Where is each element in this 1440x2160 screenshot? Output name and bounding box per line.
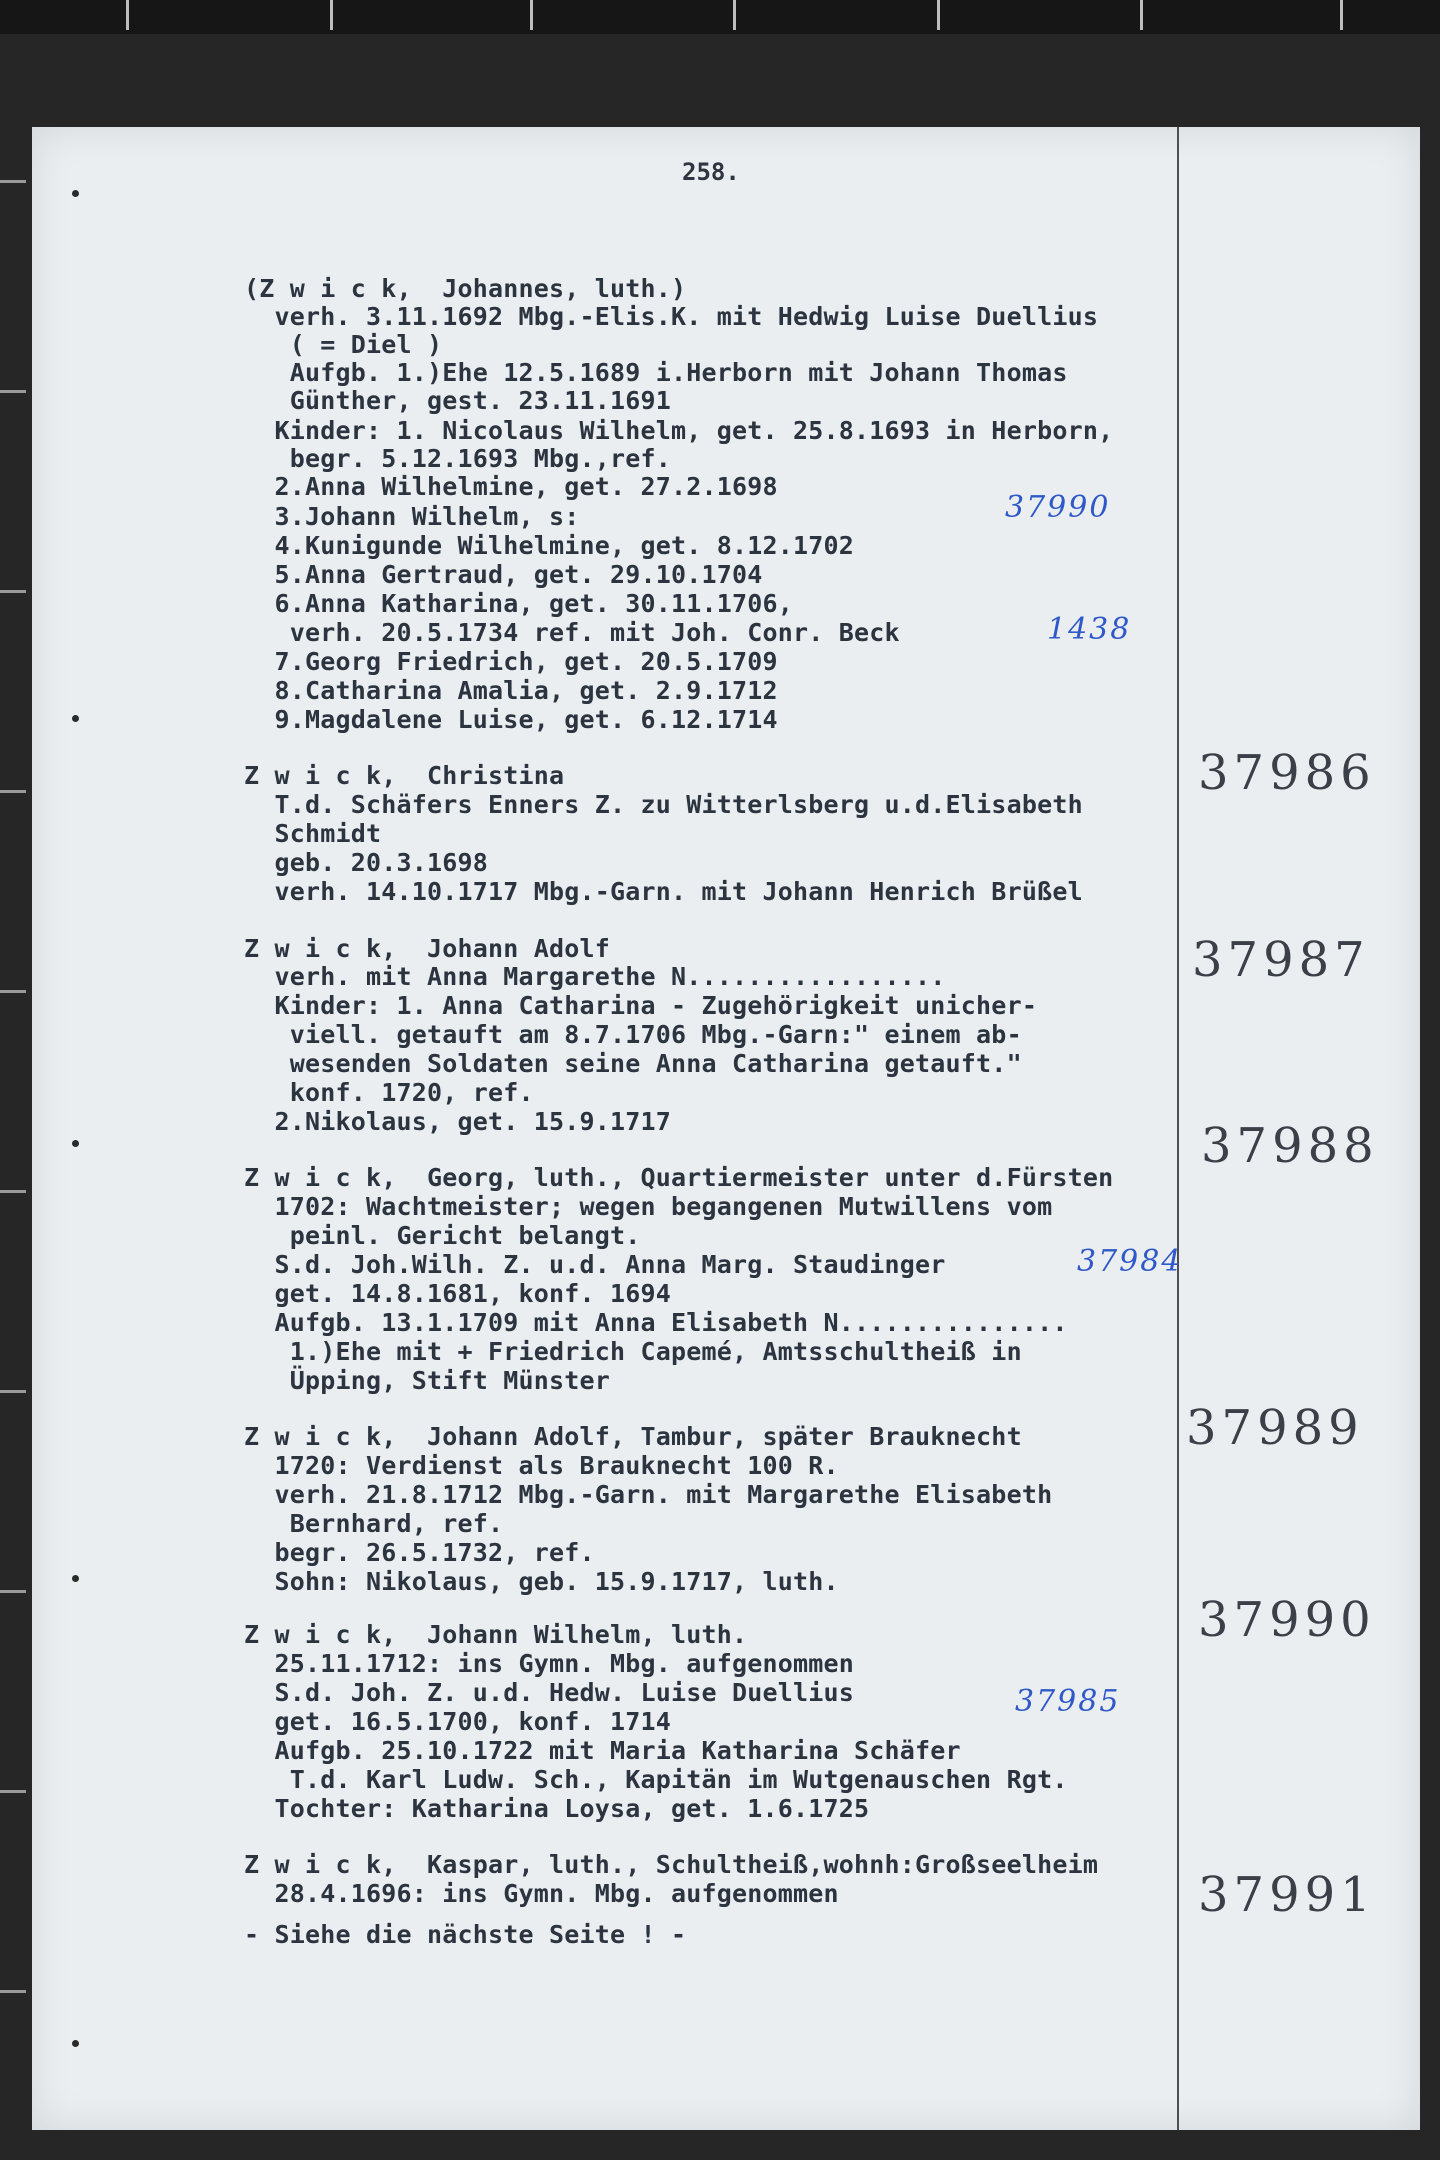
text-line: Sohn: Nikolaus, geb. 15.9.1717, luth. xyxy=(244,1567,839,1596)
text-line: Kinder: 1. Anna Catharina - Zugehörigkeit unicher- xyxy=(244,991,1038,1020)
text-line: 2.Nikolaus, get. 15.9.1717 xyxy=(244,1107,672,1136)
text-line: Aufgb. 25.10.1722 mit Maria Katharina Schäfer xyxy=(244,1736,961,1765)
text-line: (Z w i c k, Johannes, luth.) xyxy=(244,274,687,303)
text-line: verh. 14.10.1717 Mbg.-Garn. mit Johann Henrich Brüßel xyxy=(244,877,1083,906)
text-line: 28.4.1696: ins Gymn. Mbg. aufgenommen xyxy=(244,1879,839,1908)
text-line: Z w i c k, Christina xyxy=(244,761,565,790)
text-line: Bernhard, ref. xyxy=(244,1509,504,1538)
entry-number: 37990 xyxy=(1198,1592,1376,1648)
text-line: 1702: Wachtmeister; wegen begangenen Mutwillens vom xyxy=(244,1192,1053,1221)
text-line: 25.11.1712: ins Gymn. Mbg. aufgenommen xyxy=(244,1649,855,1678)
text-line: 1.)Ehe mit + Friedrich Capemé, Amtsschultheiß in xyxy=(244,1337,1022,1366)
text-line: T.d. Schäfers Enners Z. zu Witterlsberg u.d.Elisabeth xyxy=(244,790,1083,819)
text-line: get. 14.8.1681, konf. 1694 xyxy=(244,1279,672,1308)
text-line: Z w i c k, Johann Adolf, Tambur, später Brauknecht xyxy=(244,1422,1022,1451)
text-line: verh. 3.11.1692 Mbg.-Elis.K. mit Hedwig Luise Duellius xyxy=(244,302,1099,331)
text-line: - Siehe die nächste Seite ! - xyxy=(244,1920,687,1949)
text-line: viell. getauft am 8.7.1706 Mbg.-Garn:" einem ab- xyxy=(244,1020,1022,1049)
text-line: ( = Diel ) xyxy=(244,330,443,359)
text-line: begr. 26.5.1732, ref. xyxy=(244,1538,595,1567)
text-line: Z w i c k, Kaspar, luth., Schultheiß,wohnh:Großseelheim xyxy=(244,1850,1099,1879)
handwritten-note: 1438 xyxy=(1047,612,1132,647)
text-line: begr. 5.12.1693 Mbg.,ref. xyxy=(244,444,672,473)
text-line: geb. 20.3.1698 xyxy=(244,848,489,877)
text-line: 4.Kunigunde Wilhelmine, get. 8.12.1702 xyxy=(244,531,855,560)
text-line: 9.Magdalene Luise, get. 6.12.1714 xyxy=(244,705,778,734)
text-line: 6.Anna Katharina, get. 30.11.1706, xyxy=(244,589,794,618)
text-line: get. 16.5.1700, konf. 1714 xyxy=(244,1707,672,1736)
text-line: konf. 1720, ref. xyxy=(244,1078,534,1107)
text-line: S.d. Joh.Wilh. Z. u.d. Anna Marg. Staudinger xyxy=(244,1250,946,1279)
text-line: verh. 20.5.1734 ref. mit Joh. Conr. Beck xyxy=(244,618,900,647)
handwritten-note: 37984 xyxy=(1077,1244,1183,1279)
text-line: Kinder: 1. Nicolaus Wilhelm, get. 25.8.1693 in Herborn, xyxy=(244,416,1114,445)
handwritten-note: 37985 xyxy=(1015,1684,1121,1719)
text-line: wesenden Soldaten seine Anna Catharina getauft." xyxy=(244,1049,1022,1078)
entry-number: 37986 xyxy=(1198,745,1376,801)
text-line: T.d. Karl Ludw. Sch., Kapitän im Wutgenauschen Rgt. xyxy=(244,1765,1068,1794)
text-line: Z w i c k, Johann Wilhelm, luth. xyxy=(244,1620,748,1649)
text-line: Aufgb. 13.1.1709 mit Anna Elisabeth N............... xyxy=(244,1308,1068,1337)
text-line: 8.Catharina Amalia, get. 2.9.1712 xyxy=(244,676,778,705)
entry-number: 37991 xyxy=(1198,1867,1376,1923)
handwritten-note: 37990 xyxy=(1005,490,1111,525)
text-line: 3.Johann Wilhelm, s: xyxy=(244,502,580,531)
text-line: verh. mit Anna Margarethe N................. xyxy=(244,962,946,991)
entry-number: 37987 xyxy=(1192,932,1370,988)
text-line: Z w i c k, Johann Adolf xyxy=(244,934,611,963)
text-line: Z w i c k, Georg, luth., Quartiermeister unter d.Fürsten xyxy=(244,1163,1114,1192)
entry-number: 37989 xyxy=(1186,1400,1364,1456)
text-line: Günther, gest. 23.11.1691 xyxy=(244,386,672,415)
text-line: 2.Anna Wilhelmine, get. 27.2.1698 xyxy=(244,472,778,501)
text-line: 1720: Verdienst als Brauknecht 100 R. xyxy=(244,1451,839,1480)
text-line: Schmidt xyxy=(244,819,382,848)
entry-number: 37988 xyxy=(1201,1118,1379,1174)
text-line: 7.Georg Friedrich, get. 20.5.1709 xyxy=(244,647,778,676)
page-number: 258. xyxy=(682,158,740,186)
text-line: verh. 21.8.1712 Mbg.-Garn. mit Margarethe Elisabeth xyxy=(244,1480,1053,1509)
text-line: peinl. Gericht belangt. xyxy=(244,1221,641,1250)
text-line: S.d. Joh. Z. u.d. Hedw. Luise Duellius xyxy=(244,1678,855,1707)
text-line: Aufgb. 1.)Ehe 12.5.1689 i.Herborn mit Johann Thomas xyxy=(244,358,1068,387)
text-line: Üpping, Stift Münster xyxy=(244,1366,611,1395)
text-line: 5.Anna Gertraud, get. 29.10.1704 xyxy=(244,560,763,589)
text-line: Tochter: Katharina Loysa, get. 1.6.1725 xyxy=(244,1794,870,1823)
